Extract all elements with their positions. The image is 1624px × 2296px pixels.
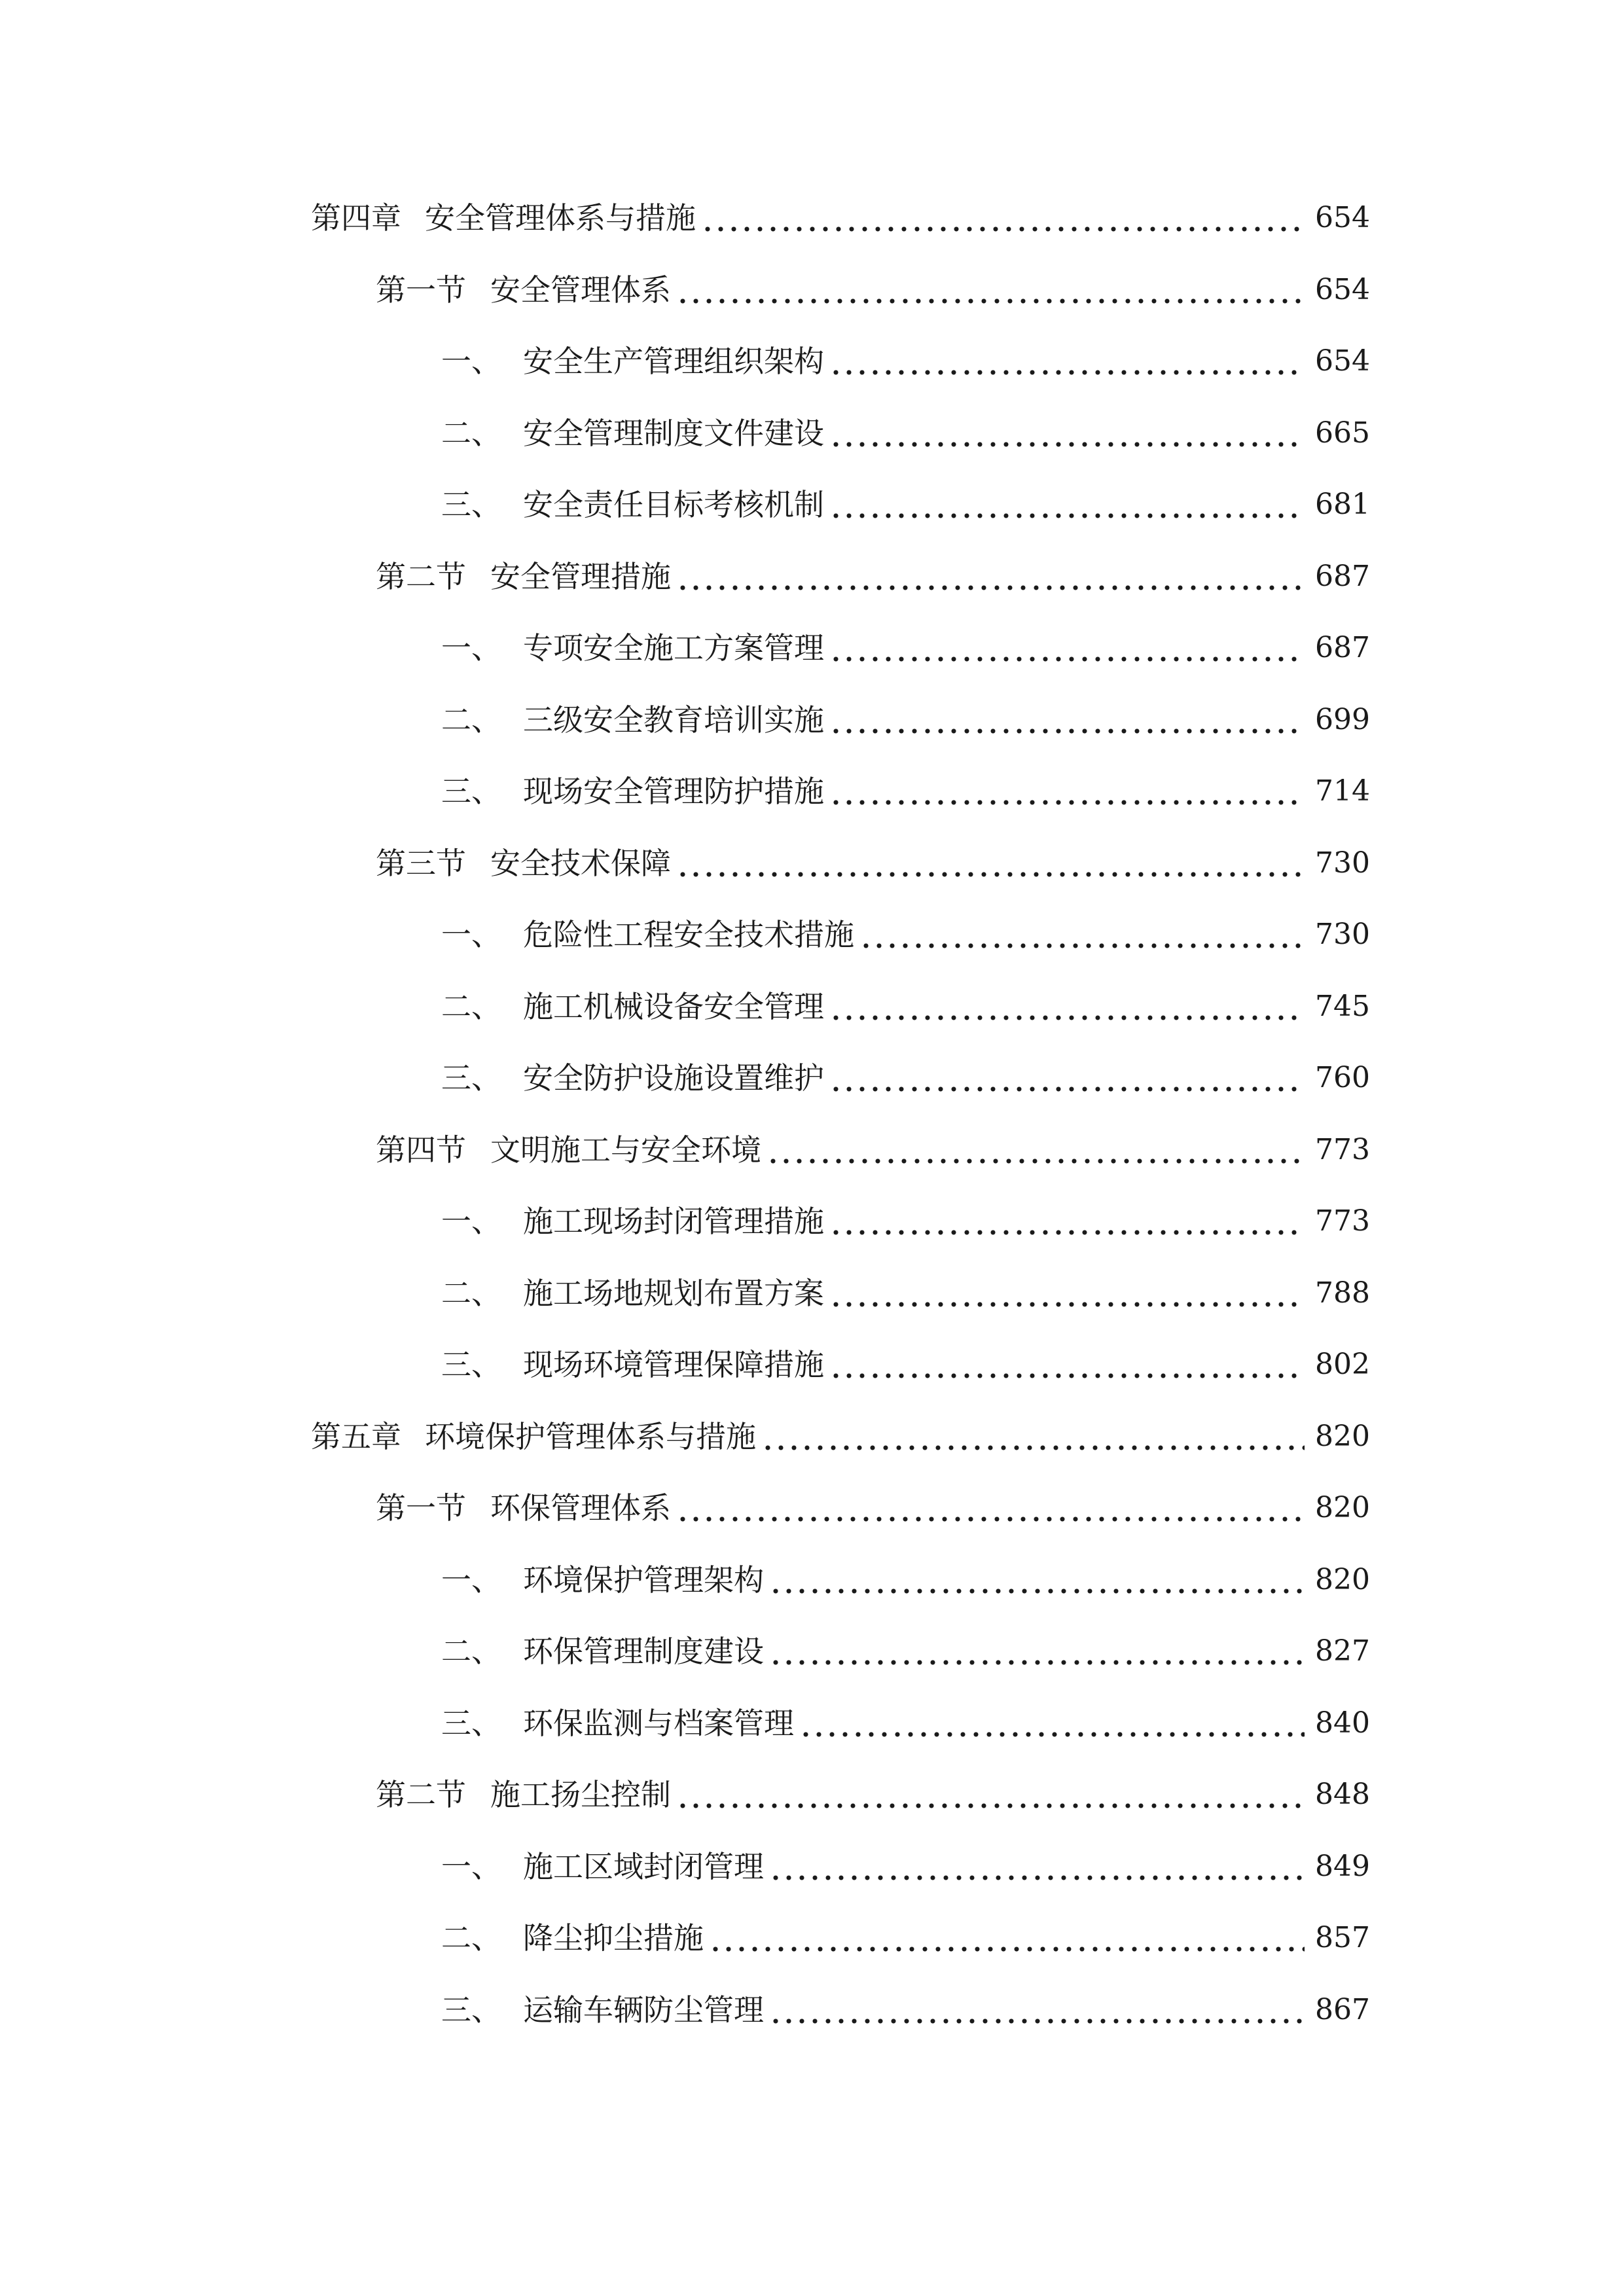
toc-entry-number: 第三节 <box>376 846 466 881</box>
toc-entry-number: 三、 <box>441 774 501 809</box>
toc-entry-number: 一、 <box>441 1562 501 1598</box>
toc-entry-title: 文明施工与安全环境 <box>490 1132 761 1168</box>
toc-entry-number: 第一节 <box>376 272 466 308</box>
toc-entry-title: 施工区域封闭管理 <box>523 1849 764 1884</box>
toc-subsection-entry[interactable] <box>441 478 1370 531</box>
toc-dot-leader <box>829 1052 1305 1104</box>
toc-entry-title: 施工场地规划布置方案 <box>523 1276 824 1311</box>
toc-entry-title: 环境保护管理架构 <box>523 1562 764 1598</box>
toc-dot-leader <box>829 694 1305 746</box>
toc-entry-number: 一、 <box>441 630 501 666</box>
toc-entry-title: 安全管理体系与措施 <box>425 200 696 236</box>
toc-entry-title: 专项安全施工方案管理 <box>523 630 824 666</box>
toc-page-number: 730 <box>1315 918 1370 951</box>
toc-dot-leader <box>767 1124 1305 1176</box>
toc-entry-number: 第四节 <box>376 1132 466 1168</box>
toc-chapter-entry[interactable] <box>311 192 1370 244</box>
toc-page-number: 857 <box>1315 1921 1370 1954</box>
toc-page-number: 840 <box>1315 1706 1370 1740</box>
toc-entry-title: 环境保护管理体系与措施 <box>425 1419 756 1454</box>
toc-entry-number: 二、 <box>441 989 501 1024</box>
toc-page-number: 687 <box>1315 631 1370 664</box>
toc-entry-number: 三、 <box>441 1992 501 2028</box>
toc-entry-number: 第一节 <box>376 1490 466 1526</box>
toc-subsection-entry[interactable] <box>441 1338 1370 1391</box>
toc-page-number: 687 <box>1315 560 1370 593</box>
toc-subsection-entry[interactable] <box>441 1697 1370 1749</box>
toc-dot-leader <box>676 837 1305 889</box>
toc-entry-number: 二、 <box>441 1276 501 1311</box>
toc-dot-leader <box>769 1840 1305 1893</box>
toc-entry-title: 现场环境管理保障措施 <box>523 1347 824 1382</box>
toc-page-number: 745 <box>1315 990 1370 1023</box>
toc-subsection-entry[interactable] <box>441 1912 1370 1964</box>
toc-entry-title: 安全管理体系 <box>490 272 671 308</box>
toc-entry-number: 二、 <box>441 702 501 738</box>
toc-page-number: 699 <box>1315 703 1370 736</box>
toc-entry-title: 施工扬尘控制 <box>490 1777 671 1812</box>
toc-dot-leader <box>829 407 1305 459</box>
toc-dot-leader <box>701 192 1305 244</box>
toc-section-entry[interactable] <box>376 1124 1370 1176</box>
toc-page-number: 665 <box>1315 416 1370 450</box>
toc-entry-title: 环保管理体系 <box>490 1490 671 1526</box>
toc-entry-number: 一、 <box>441 1849 501 1884</box>
toc-page-number: 730 <box>1315 846 1370 880</box>
toc-page-number: 867 <box>1315 1993 1370 2026</box>
toc-dot-leader <box>676 1482 1305 1534</box>
toc-entry-number: 三、 <box>441 1706 501 1741</box>
toc-dot-leader <box>829 1195 1305 1247</box>
toc-dot-leader <box>769 1625 1305 1677</box>
toc-entry-number: 一、 <box>441 1204 501 1239</box>
toc-subsection-entry[interactable] <box>441 335 1370 387</box>
toc-subsection-entry[interactable] <box>441 980 1370 1033</box>
toc-entry-number: 二、 <box>441 416 501 451</box>
toc-entry-number: 第二节 <box>376 559 466 594</box>
toc-entry-title: 安全生产管理组织架构 <box>523 344 824 379</box>
toc-entry-number: 第二节 <box>376 1777 466 1812</box>
toc-subsection-entry[interactable] <box>441 1554 1370 1606</box>
toc-entry-number: 二、 <box>441 1634 501 1669</box>
toc-page-number: 788 <box>1315 1276 1370 1310</box>
toc-subsection-entry[interactable] <box>441 1195 1370 1247</box>
toc-page-number: 714 <box>1315 774 1370 808</box>
toc-page-number: 654 <box>1315 273 1370 306</box>
toc-entry-title: 现场安全管理防护措施 <box>523 774 824 809</box>
toc-entry-number: 一、 <box>441 917 501 952</box>
toc-dot-leader <box>829 622 1305 674</box>
toc-entry-title: 施工现场封闭管理措施 <box>523 1204 824 1239</box>
toc-subsection-entry[interactable] <box>441 407 1370 459</box>
toc-entry-title: 降尘抑尘措施 <box>523 1920 704 1956</box>
toc-page-number: 654 <box>1315 201 1370 234</box>
toc-dot-leader <box>829 980 1305 1033</box>
toc-page-number: 654 <box>1315 344 1370 378</box>
toc-page-number: 848 <box>1315 1778 1370 1811</box>
toc-entry-number: 第四章 <box>311 200 401 236</box>
toc-entry-number: 三、 <box>441 487 501 522</box>
toc-page-number: 849 <box>1315 1850 1370 1883</box>
toc-entry-title: 三级安全教育培训实施 <box>523 702 824 738</box>
toc-dot-leader <box>829 765 1305 817</box>
toc-entry-title: 安全管理措施 <box>490 559 671 594</box>
toc-page-number: 802 <box>1315 1348 1370 1381</box>
toc-entry-title: 环保管理制度建设 <box>523 1634 764 1669</box>
toc-page-number: 827 <box>1315 1634 1370 1668</box>
toc-subsection-entry[interactable] <box>441 1984 1370 2036</box>
toc-entry-title: 安全责任目标考核机制 <box>523 487 824 522</box>
toc-entry-number: 三、 <box>441 1347 501 1382</box>
toc-subsection-entry[interactable] <box>441 1052 1370 1104</box>
toc-section-entry[interactable] <box>376 1768 1370 1821</box>
toc-dot-leader <box>769 1984 1305 2036</box>
toc-page-number: 820 <box>1315 1420 1370 1453</box>
toc-section-entry[interactable] <box>376 550 1370 603</box>
toc-section-entry[interactable] <box>376 264 1370 316</box>
toc-page-number: 773 <box>1315 1204 1370 1238</box>
toc-dot-leader <box>859 908 1305 961</box>
toc-dot-leader <box>829 1267 1305 1319</box>
toc-page-number: 760 <box>1315 1061 1370 1094</box>
toc-subsection-entry[interactable] <box>441 1625 1370 1677</box>
toc-dot-leader <box>709 1912 1305 1964</box>
toc-dot-leader <box>761 1410 1305 1463</box>
toc-subsection-entry[interactable] <box>441 694 1370 746</box>
toc-entry-title: 安全管理制度文件建设 <box>523 416 824 451</box>
toc-page-number: 773 <box>1315 1133 1370 1166</box>
toc-dot-leader <box>676 1768 1305 1821</box>
toc-entry-number: 二、 <box>441 1920 501 1956</box>
toc-entry-title: 环保监测与档案管理 <box>523 1706 794 1741</box>
toc-entry-number: 第五章 <box>311 1419 401 1454</box>
toc-entry-number: 三、 <box>441 1060 501 1096</box>
toc-section-entry[interactable] <box>376 1482 1370 1534</box>
toc-subsection-entry[interactable] <box>441 1267 1370 1319</box>
toc-entry-title: 安全防护设施设置维护 <box>523 1060 824 1096</box>
toc-page-number: 820 <box>1315 1491 1370 1524</box>
toc-dot-leader <box>676 550 1305 603</box>
toc-section-entry[interactable] <box>376 837 1370 889</box>
toc-chapter-entry[interactable] <box>311 1410 1370 1463</box>
toc-entry-title: 安全技术保障 <box>490 846 671 881</box>
toc-page-number: 681 <box>1315 488 1370 521</box>
toc-subsection-entry[interactable] <box>441 622 1370 674</box>
toc-subsection-entry[interactable] <box>441 1840 1370 1893</box>
toc-subsection-entry[interactable] <box>441 765 1370 817</box>
toc-dot-leader <box>676 264 1305 316</box>
toc-dot-leader <box>829 1338 1305 1391</box>
toc-dot-leader <box>769 1554 1305 1606</box>
toc-entry-title: 运输车辆防尘管理 <box>523 1992 764 2028</box>
toc-entry-number: 一、 <box>441 344 501 379</box>
toc-page-number: 820 <box>1315 1563 1370 1596</box>
toc-dot-leader <box>799 1697 1305 1749</box>
toc-subsection-entry[interactable] <box>441 908 1370 961</box>
toc-dot-leader <box>829 478 1305 531</box>
toc-entry-title: 危险性工程安全技术措施 <box>523 917 854 952</box>
toc-entry-title: 施工机械设备安全管理 <box>523 989 824 1024</box>
toc-dot-leader <box>829 335 1305 387</box>
